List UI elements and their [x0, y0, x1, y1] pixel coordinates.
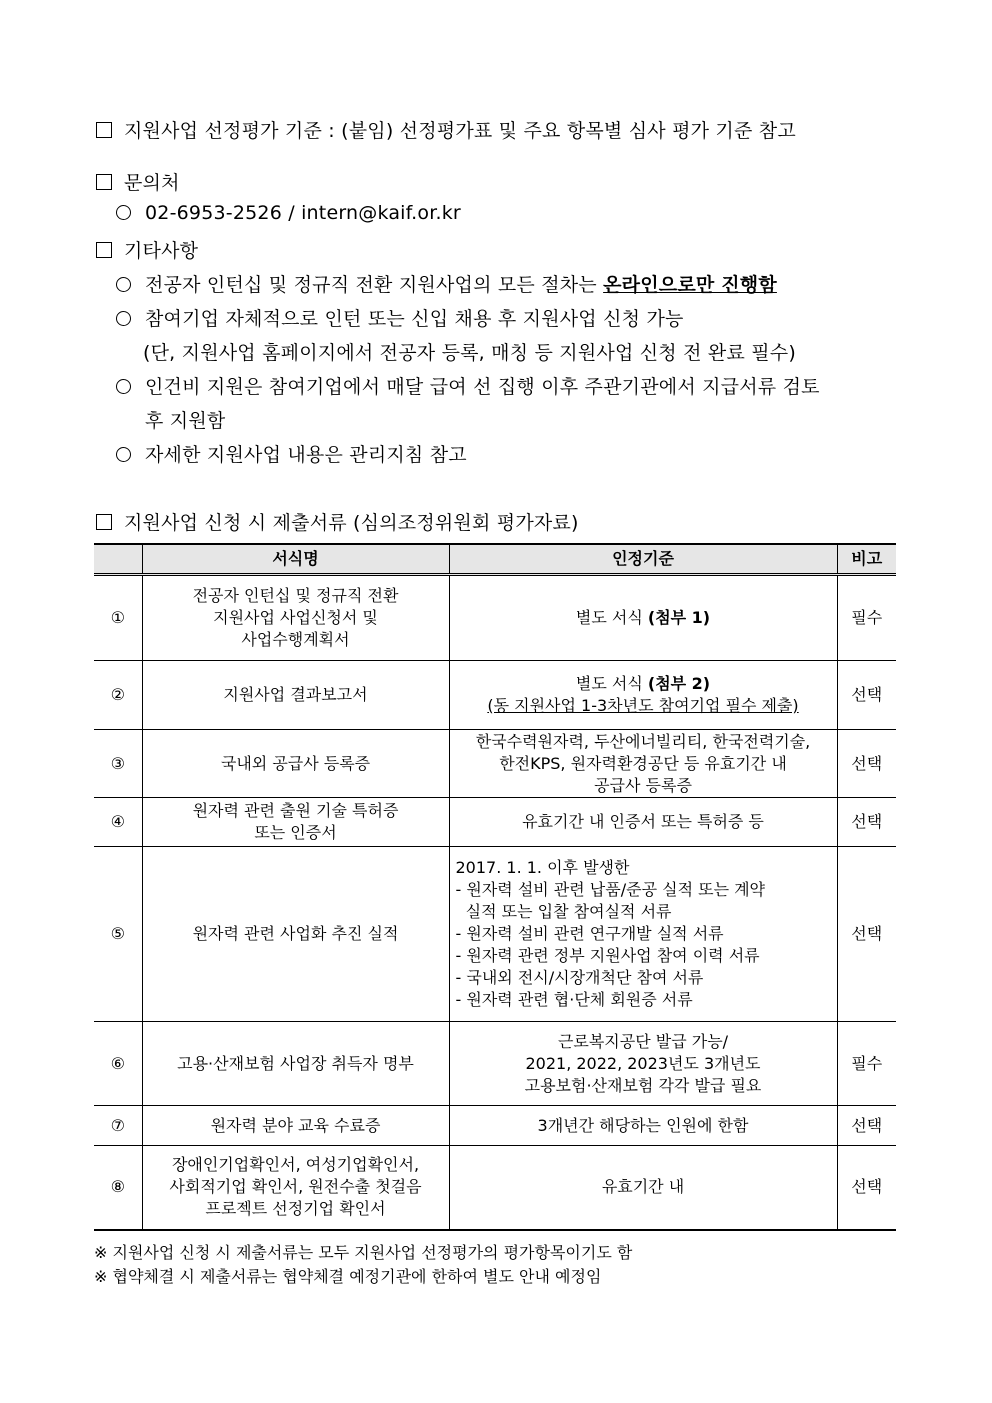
- form-name: 원자력 관련 사업화 추진 실적: [142, 847, 449, 1022]
- header-criteria: 인정기준: [449, 544, 837, 575]
- header-remark: 비고: [837, 544, 896, 575]
- remark: 선택: [837, 847, 896, 1022]
- form-name: 장애인기업확인서, 여성기업확인서, 사회적기업 확인서, 원전수출 첫걸음 프로젝트 선정기업 확인서: [142, 1146, 449, 1230]
- circle-bullet-icon: [116, 205, 131, 220]
- checkbox-square-icon: [96, 174, 112, 190]
- table-row: [94, 1146, 896, 1230]
- row-number: ①: [94, 575, 142, 661]
- row-number: ⑧: [94, 1146, 142, 1230]
- form-name: 고용·산재보험 사업장 취득자 명부: [142, 1022, 449, 1106]
- online-only-emphasis: 온라인으로만 진행함: [603, 274, 777, 296]
- row-number: ⑥: [94, 1022, 142, 1106]
- contact-detail: 02-6953-2526 / intern@kaif.or.kr: [116, 202, 461, 224]
- remark: 선택: [837, 1106, 896, 1146]
- table-row: [94, 1106, 896, 1146]
- table-row: [94, 798, 896, 847]
- row-number: ②: [94, 661, 142, 730]
- row-number: ⑤: [94, 847, 142, 1022]
- remark: 선택: [837, 661, 896, 730]
- docs-heading: 지원사업 신청 시 제출서류 (심의조정위원회 평가자료): [96, 508, 579, 535]
- criteria-underlined-note: (동 지원사업 1-3차년도 참여기업 필수 제출): [487, 696, 799, 715]
- table-row: [94, 661, 896, 730]
- checkbox-square-icon: [96, 514, 112, 530]
- remark: 선택: [837, 1146, 896, 1230]
- table-row: [94, 575, 896, 661]
- table-row: [94, 847, 896, 1022]
- contact-heading: 문의처: [96, 168, 180, 195]
- table-header-row: [94, 544, 896, 575]
- checkbox-square-icon: [96, 122, 112, 138]
- row-number: ③: [94, 730, 142, 798]
- criteria: 유효기간 내 인증서 또는 특허증 등: [449, 798, 837, 847]
- remark: 필수: [837, 575, 896, 661]
- checkbox-square-icon: [96, 242, 112, 258]
- misc-item-online: 전공자 인턴십 및 정규직 전환 지원사업의 모든 절차는 온라인으로만 진행함: [116, 270, 777, 297]
- criteria: 유효기간 내: [449, 1146, 837, 1230]
- misc-item-payroll-cont: 후 지원함: [145, 410, 226, 432]
- criteria: 3개년간 해당하는 인원에 한함: [449, 1106, 837, 1146]
- row-number: ⑦: [94, 1106, 142, 1146]
- header-no: [94, 544, 142, 575]
- footnote-agreement: ※ 협약체결 시 제출서류는 협약체결 예정기관에 한하여 별도 안내 예정임: [94, 1267, 602, 1286]
- table-row: [94, 1022, 896, 1106]
- form-name: 원자력 관련 출원 기술 특허증 또는 인증서: [142, 798, 449, 847]
- form-name: 지원사업 결과보고서: [142, 661, 449, 730]
- criteria: 근로복지공단 발급 가능/ 2021, 2022, 2023년도 3개년도 고용보험·산재보험 각각 발급 필요: [449, 1022, 837, 1106]
- misc-item-self-hire-note: (단, 지원사업 홈페이지에서 전공자 등록, 매칭 등 지원사업 신청 전 완료 필수): [143, 342, 796, 364]
- submission-documents-table: [94, 543, 896, 1231]
- misc-heading: 기타사항: [96, 236, 198, 263]
- row-number: ④: [94, 798, 142, 847]
- criteria: 한국수력원자력, 두산에너빌리티, 한국전력기술, 한전KPS, 원자력환경공단 등 유효기간 내 공급사 등록증: [449, 730, 837, 798]
- table-row: [94, 730, 896, 798]
- remark: 선택: [837, 798, 896, 847]
- criteria-section: [96, 116, 796, 143]
- criteria-text: 지원사업 선정평가 기준 : (붙임) 선정평가표 및 주요 항목별 심사 평가 기준 참고: [124, 120, 796, 142]
- misc-item-self-hire: 참여기업 자체적으로 인턴 또는 신입 채용 후 지원사업 신청 가능: [116, 304, 684, 331]
- form-name: 국내외 공급사 등록증: [142, 730, 449, 798]
- header-form-name: 서식명: [142, 544, 449, 575]
- misc-item-payroll: 인건비 지원은 참여기업에서 매달 급여 선 집행 이후 주관기관에서 지급서류 검토: [116, 372, 820, 399]
- remark: 필수: [837, 1022, 896, 1106]
- criteria: 2017. 1. 1. 이후 발생한 - 원자력 설비 관련 납품/준공 실적 또는 계약 실적 또는 입찰 참여실적 서류 - 원자력 설비 관련 연구개발 실적 서류 - 원자력 관련 정부 지원사업 참여 이력 서류 - 국내외 전시/시장개척단 참여 서류 - 원자력 관련 협·단체 회원증 서류: [449, 847, 837, 1022]
- circle-bullet-icon: [116, 277, 131, 292]
- remark: 선택: [837, 730, 896, 798]
- criteria: 별도 서식 (첨부 2) (동 지원사업 1-3차년도 참여기업 필수 제출): [449, 661, 837, 730]
- form-name: 전공자 인턴십 및 정규직 전환 지원사업 사업신청서 및 사업수행계획서: [142, 575, 449, 661]
- circle-bullet-icon: [116, 379, 131, 394]
- footnote-evaluation: ※ 지원사업 신청 시 제출서류는 모두 지원사업 선정평가의 평가항목이기도 함: [94, 1243, 633, 1262]
- circle-bullet-icon: [116, 311, 131, 326]
- criteria: 별도 서식 (첨부 1): [449, 575, 837, 661]
- circle-bullet-icon: [116, 447, 131, 462]
- form-name: 원자력 분야 교육 수료증: [142, 1106, 449, 1146]
- misc-item-guidelines: 자세한 지원사업 내용은 관리지침 참고: [116, 440, 467, 467]
